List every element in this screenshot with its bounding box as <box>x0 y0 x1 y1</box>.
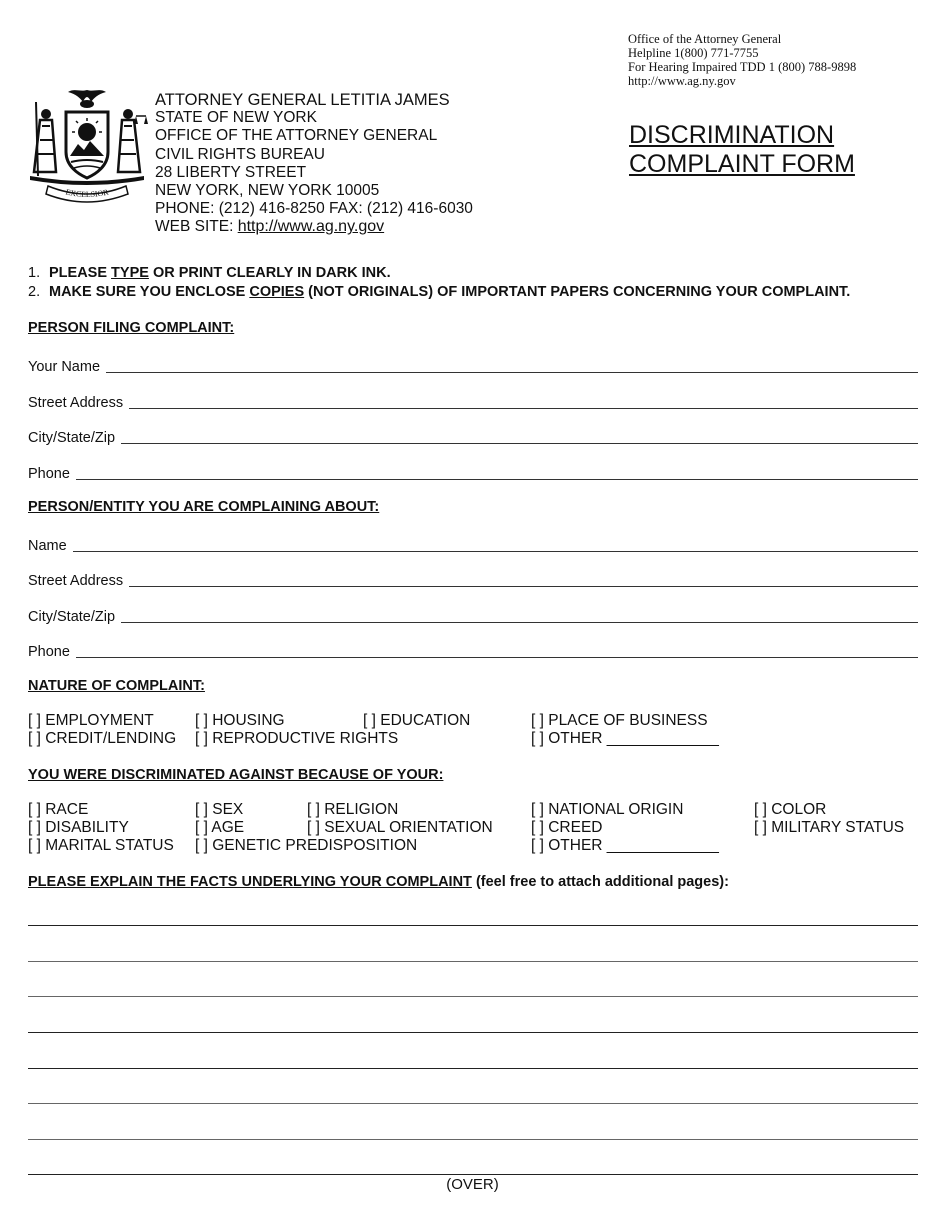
instruction-2-part-a: MAKE SURE YOU ENCLOSE <box>49 284 250 300</box>
checkbox-marital-status[interactable]: [ ] MARITAL STATUS <box>28 837 174 854</box>
checkbox-creed[interactable]: [ ] CREED <box>531 819 603 836</box>
instruction-1-part-a: PLEASE <box>49 265 112 281</box>
respondent-phone-line[interactable] <box>76 657 918 658</box>
contact-block <box>628 32 856 88</box>
instruction-2-number: 2. <box>28 284 41 300</box>
instruction-1-emphasis: TYPE <box>111 265 149 281</box>
respondent-phone-label: Phone <box>28 644 70 660</box>
filer-city-label: City/State/Zip <box>28 430 116 446</box>
agency-website <box>155 218 473 236</box>
respondent-city-field[interactable] <box>28 605 918 625</box>
respondent-name-field[interactable] <box>28 534 918 554</box>
agency-block <box>155 91 473 237</box>
checkbox-disability[interactable]: [ ] DISABILITY <box>28 819 129 836</box>
respondent-name-label: Name <box>28 538 67 554</box>
filer-city-field[interactable] <box>28 426 918 446</box>
filer-city-line[interactable] <box>121 443 918 444</box>
respondent-section-heading: PERSON/ENTITY YOU ARE COMPLAINING ABOUT: <box>28 499 380 515</box>
explain-heading-note: (feel free to attach additional pages): <box>471 874 729 890</box>
checkbox-place-of-business[interactable]: [ ] PLACE OF BUSINESS <box>531 712 708 729</box>
checkbox-employment[interactable]: [ ] EMPLOYMENT <box>28 712 154 729</box>
checkbox-color[interactable]: [ ] COLOR <box>754 801 827 818</box>
agency-bureau: CIVIL RIGHTS BUREAU <box>155 145 325 163</box>
filer-street-line[interactable] <box>129 408 918 409</box>
checkbox-sex[interactable]: [ ] SEX <box>195 801 244 818</box>
checkbox-military-status[interactable]: [ ] MILITARY STATUS <box>754 819 905 836</box>
contact-url[interactable]: http://www.ag.ny.gov <box>628 74 736 88</box>
agency-state: STATE OF NEW YORK <box>155 109 317 127</box>
checkbox-nature-other[interactable]: [ ] OTHER _____________ <box>531 730 719 747</box>
instruction-1 <box>28 264 850 283</box>
seal-motto: EXCELSIOR <box>64 187 110 200</box>
instruction-1-part-c: OR PRINT CLEARLY IN DARK INK. <box>148 265 391 281</box>
explain-line[interactable] <box>28 1103 918 1104</box>
respondent-name-line[interactable] <box>73 551 918 552</box>
checkbox-basis-other[interactable]: [ ] OTHER _____________ <box>531 837 719 854</box>
checkbox-religion[interactable]: [ ] RELIGION <box>307 801 399 818</box>
checkbox-housing[interactable]: [ ] HOUSING <box>195 712 285 729</box>
filer-name-field[interactable] <box>28 355 918 375</box>
explain-line[interactable] <box>28 1032 918 1033</box>
checkbox-sexual-orientation[interactable]: [ ] SEXUAL ORIENTATION <box>307 819 493 836</box>
form-title-line2: COMPLAINT FORM <box>629 150 855 178</box>
checkbox-credit-lending[interactable]: [ ] CREDIT/LENDING <box>28 730 177 747</box>
state-seal-icon <box>26 86 148 204</box>
filer-phone-label: Phone <box>28 466 70 482</box>
filer-street-label: Street Address <box>28 395 124 411</box>
filer-street-field[interactable] <box>28 391 918 411</box>
respondent-phone-field[interactable] <box>28 640 918 660</box>
page-over-note: (OVER) <box>446 1176 499 1193</box>
explain-line[interactable] <box>28 1139 918 1140</box>
contact-helpline: Helpline 1(800) 771-7755 <box>628 46 759 60</box>
filer-phone-line[interactable] <box>76 479 918 480</box>
checkbox-national-origin[interactable]: [ ] NATIONAL ORIGIN <box>531 801 684 818</box>
agency-office: OFFICE OF THE ATTORNEY GENERAL <box>155 127 438 145</box>
agency-city: NEW YORK, NEW YORK 10005 <box>155 182 380 200</box>
respondent-street-label: Street Address <box>28 573 124 589</box>
checkbox-education[interactable]: [ ] EDUCATION <box>363 712 471 729</box>
contact-office: Office of the Attorney General <box>628 32 782 46</box>
explain-heading <box>28 874 729 890</box>
checkbox-genetic-predisposition[interactable]: [ ] GENETIC PREDISPOSITION <box>195 837 418 854</box>
instruction-2-part-c: (NOT ORIGINALS) OF IMPORTANT PAPERS CONCERNING YOUR COMPLAINT. <box>304 284 851 300</box>
agency-street: 28 LIBERTY STREET <box>155 163 307 181</box>
checkbox-reproductive-rights[interactable]: [ ] REPRODUCTIVE RIGHTS <box>195 730 399 747</box>
filer-name-label: Your Name <box>28 359 101 375</box>
instructions <box>28 264 850 302</box>
explain-heading-main: PLEASE EXPLAIN THE FACTS UNDERLYING YOUR COMPLAINT <box>28 874 472 890</box>
explain-line[interactable] <box>28 996 918 997</box>
explain-line[interactable] <box>28 1174 918 1175</box>
filer-section-heading: PERSON FILING COMPLAINT: <box>28 320 235 336</box>
explain-line[interactable] <box>28 925 918 926</box>
explain-line[interactable] <box>28 961 918 962</box>
instruction-1-number: 1. <box>28 265 41 281</box>
respondent-street-line[interactable] <box>129 586 918 587</box>
checkbox-race[interactable]: [ ] RACE <box>28 801 89 818</box>
website-label: WEB SITE: <box>155 218 234 236</box>
website-link[interactable]: http://www.ag.ny.gov <box>237 218 385 236</box>
form-title <box>629 121 855 179</box>
filer-phone-field[interactable] <box>28 462 918 482</box>
agency-phone-fax: PHONE: (212) 416-8250 FAX: (212) 416-6030 <box>155 200 473 218</box>
respondent-city-line[interactable] <box>121 622 918 623</box>
respondent-street-field[interactable] <box>28 569 918 589</box>
svg-text:EXCELSIOR <box>65 187 110 199</box>
attorney-general-name: ATTORNEY GENERAL LETITIA JAMES <box>155 91 450 109</box>
filer-name-line[interactable] <box>106 372 918 373</box>
instruction-2-emphasis: COPIES <box>249 284 305 300</box>
instruction-2 <box>28 283 850 302</box>
nature-section-heading: NATURE OF COMPLAINT: <box>28 678 205 694</box>
respondent-city-label: City/State/Zip <box>28 609 116 625</box>
contact-tdd: For Hearing Impaired TDD 1 (800) 788-9898 <box>628 60 857 74</box>
form-title-line1: DISCRIMINATION <box>629 121 835 149</box>
basis-section-heading: YOU WERE DISCRIMINATED AGAINST BECAUSE OF YOUR: <box>28 767 444 783</box>
checkbox-age[interactable]: [ ] AGE <box>195 819 245 836</box>
explain-line[interactable] <box>28 1068 918 1069</box>
